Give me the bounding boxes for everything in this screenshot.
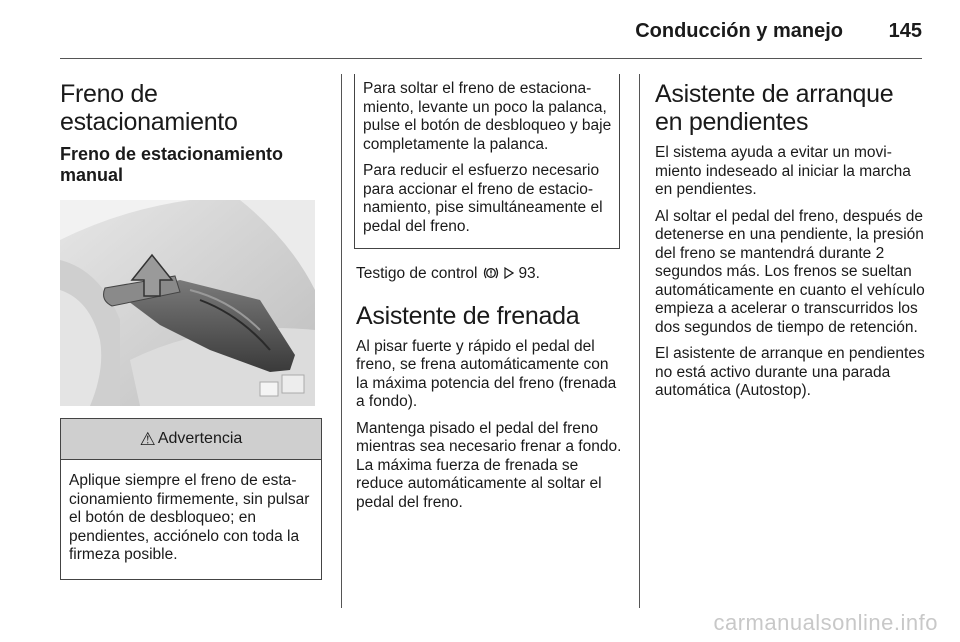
body-paragraph: Mantenga pisado el pedal del freno mientras sea necesario frenar a fondo. La máxima fuerza de frenada se reduce automáticamente al soltar el pedal del freno. [356,419,622,511]
body-paragraph: El asistente de arranque en pendientes no está activo durante una parada automática (Autostop). [655,345,925,399]
column-3 [655,74,925,409]
note-paragraph: Para soltar el freno de estacionamiento, levante un poco la palanca, pulse el botón de desbloqueo y baje completamente la palanca. [363,80,612,153]
subsection-heading: Freno de estacionamiento manual [60,144,284,185]
indicator-text: Testigo de control [356,265,478,282]
warning-text: Aplique siempre el freno de estacionamiento firmemente, sin pulsar el botón de desbloqueo; en pendientes, acciónelo con toda la firmeza posible. [69,472,310,563]
indicator-page-ref[interactable]: 93. [518,265,540,282]
section-heading: Asistente de arranque en pendientes [655,80,894,136]
page-number: 145 [888,20,922,42]
column-divider [341,74,342,608]
warning-header [61,418,321,460]
body-paragraph: Al soltar el pedal del freno, después de detenerse en una pendiente, la presión del freno se mantendrá durante 2 segundos más. Los frenos se sueltan automáticamente en cuanto el vehículo empieza a acelerar o transcurridos los dos segundos de tiempo de retención. [655,207,925,336]
brake-lamp-icon [482,265,500,284]
warning-triangle-icon: ⚠ [139,428,156,449]
watermark: carmanualsonline.info [713,610,938,635]
header-rule [60,58,922,59]
warning-title: Advertencia [157,430,243,447]
column-divider [639,74,640,608]
warning-box [60,418,322,580]
indicator-line [356,265,622,284]
body-paragraph: El sistema ayuda a evitar un movimiento indeseado al iniciar la marcha en pendientes. [655,144,911,198]
body-paragraph: Al pisar fuerte y rápido el pedal del freno, se frena automáticamente con la máxima potencia del freno (frenada a fondo). [356,337,617,410]
parking-brake-illustration [60,200,315,406]
column-1 [60,74,322,580]
note-box [354,74,620,249]
section-title: Conducción y manejo [635,20,843,42]
parking-brake-photo [60,200,315,406]
section-heading: Asistente de frenada [356,301,580,330]
warning-body [61,460,321,579]
reference-arrow-icon [504,265,518,282]
column-2 [356,74,622,520]
section-heading: Freno de estacionamiento [60,80,238,136]
note-paragraph: Para reducir el esfuerzo necesario para accionar el freno de estacionamiento, pise simultáneamente el pedal del freno. [363,162,603,235]
